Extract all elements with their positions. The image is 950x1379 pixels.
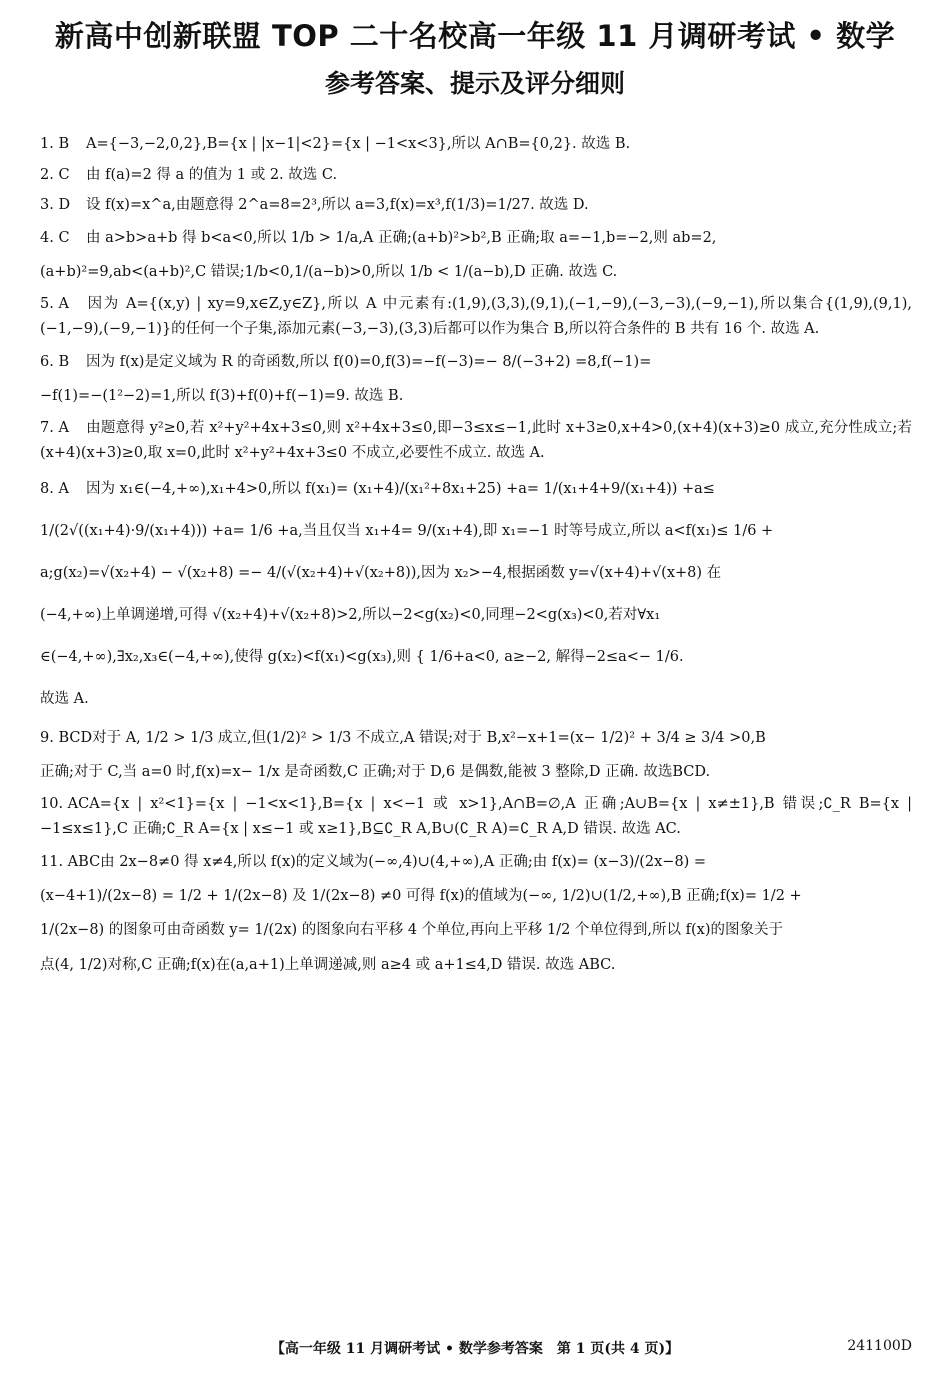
answer-item	[40, 224, 912, 287]
answer-text: −f(1)=−(1²−2)=1,所以 f(3)+f(0)+f(−1)=9. 故选 B.	[40, 388, 404, 404]
answer-text: 正确;对于 C,当 a=0 时,f(x)=x− 1/x 是奇函数,C 正确;对于 D,6 是偶数,能被 3 整除,D 正确. 故选BCD.	[40, 764, 711, 781]
answer-text: (−4,+∞)上单调递增,可得 √(x₂+4)+√(x₂+8)>2,所以−2<g(x₂)<0,同理−2<g(x₃)<0,若对∀x₁	[40, 606, 661, 623]
answer-number: 10. AC	[40, 796, 90, 813]
answer-line	[40, 724, 912, 752]
answer-number: 4. C	[40, 229, 70, 246]
page-title: 新高中创新联盟 TOP 二十名校高一年级 11 月调研考试 • 数学	[54, 19, 896, 53]
answer-text: 对于 A, 1/2 > 1/3 成立,但(1/2)² > 1/3 不成立,A 错误;对于 B,x²−x+1=(x− 1/2)² + 3/4 ≥ 3/4 >0,B	[92, 729, 766, 746]
answer-line	[40, 224, 912, 252]
answer-text: 由 f(a)=2 得 a 的值为 1 或 2. 故选 C.	[86, 166, 338, 183]
answer-item	[40, 163, 912, 188]
answer-text: 因为 x₁∈(−4,+∞),x₁+4>0,所以 f(x₁)= (x₁+4)/(x₁²+8x₁+25) +a= 1/(x₁+4+9/(x₁+4)) +a≤	[86, 480, 715, 497]
footer-divider	[40, 1328, 912, 1329]
answer-line	[40, 951, 912, 979]
answer-number: 1. B	[40, 136, 70, 152]
answer-line	[40, 292, 912, 341]
answer-text: (x−4+1)/(2x−8) = 1/2 + 1/(2x−8) 及 1/(2x−8) ≠0 可得 f(x)的值域为(−∞, 1/2)∪(1/2,+∞),B 正确;f(x)= 1/2 +	[40, 888, 802, 904]
answer-line	[40, 416, 912, 465]
answer-text: 1/(2x−8) 的图象可由奇函数 y= 1/(2x) 的图象向右平移 4 个单位,再向上平移 1/2 个单位得到,所以 f(x)的图象关于	[40, 922, 783, 939]
answer-text: 由 2x−8≠0 得 x≠4,所以 f(x)的定义域为(−∞,4)∪(4,+∞),A 正确;由 f(x)= (x−3)/(2x−8) =	[100, 853, 707, 870]
answer-line	[40, 193, 912, 218]
answer-text: a;g(x₂)=√(x₂+4) − √(x₂+8) =− 4/(√(x₂+4)+√(x₂+8)),因为 x₂>−4,根据函数 y=√(x+4)+√(x+8) 在	[40, 564, 722, 581]
answer-item	[40, 792, 912, 841]
answer-item	[40, 724, 912, 787]
answer-number: 9. BCD	[40, 729, 93, 746]
answer-list	[40, 132, 912, 985]
answer-number: 3. D	[40, 197, 71, 214]
answer-line	[40, 598, 912, 632]
answer-item	[40, 292, 912, 341]
answer-number: 11. ABC	[40, 853, 101, 870]
answer-text: 故选 A.	[40, 690, 89, 707]
answer-number: 7. A	[40, 420, 69, 437]
page-footer	[0, 1338, 950, 1362]
answer-line	[40, 640, 912, 674]
footer-page-info: 【高一年级 11 月调研考试 • 数学参考答案 第 1 页(共 4 页)】	[270, 1341, 680, 1357]
answer-text: ∈(−4,+∞),∃x₂,x₃∈(−4,+∞),使得 g(x₂)<f(x₁)<g(x₃),则 { 1/6+a<0, a≥−2, 解得−2≤a<− 1/6.	[40, 648, 684, 665]
answer-text: 点(4, 1/2)对称,C 正确;f(x)在(a,a+1)上单调递减,则 a≥4 或 a+1≤4,D 错误. 故选 ABC.	[40, 956, 616, 973]
answer-item	[40, 416, 912, 465]
page-subtitle: 参考答案、提示及评分细则	[324, 69, 625, 98]
answer-item	[40, 132, 912, 157]
answer-text: 1/(2√((x₁+4)·9/(x₁+4))) +a= 1/6 +a,当且仅当 x₁+4= 9/(x₁+4),即 x₁=−1 时等号成立,所以 a<f(x₁)≤ 1/6 +	[40, 522, 774, 539]
answer-line	[40, 163, 912, 188]
answer-line	[40, 882, 912, 910]
answer-item	[40, 472, 912, 716]
answer-line	[40, 514, 912, 548]
answer-line	[40, 132, 912, 157]
answer-text: (a+b)²=9,ab<(a+b)²,C 错误;1/b<0,1/(a−b)>0,所以 1/b < 1/(a−b),D 正确. 故选 C.	[40, 264, 618, 281]
answer-text: 因为 f(x)是定义域为 R 的奇函数,所以 f(0)=0,f(3)=−f(−3)=− 8/(−3+2) =8,f(−1)=	[86, 353, 652, 370]
answer-line	[40, 382, 912, 410]
answer-line	[40, 348, 912, 376]
answer-item	[40, 848, 912, 979]
answer-line	[40, 758, 912, 786]
answer-line	[40, 792, 912, 841]
answer-text: A={x | x²<1}={x | −1<x<1},B={x | x<−1 或 x>1},A∩B=∅,A 正确;A∪B={x | x≠±1},B 错误;∁_R B={x | −1≤x≤1},C 正确;∁_R A={x | x≤−1 或 x≥1},B⊆∁_R A,B∪(∁_R A)=∁_R A,D 错误. 故选 AC.	[40, 796, 912, 838]
answer-text: 由 a>b>a+b 得 b<a<0,所以 1/b > 1/a,A 正确;(a+b)²>b²,B 正确;取 a=−1,b=−2,则 ab=2,	[86, 229, 717, 246]
answer-number: 2. C	[40, 166, 70, 183]
footer-code: 241100D	[847, 1338, 912, 1354]
answer-line	[40, 682, 912, 716]
answer-text: 由题意得 y²≥0,若 x²+y²+4x+3≤0,则 x²+4x+3≤0,即−3≤x≤−1,此时 x+3≥0,x+4>0,(x+4)(x+3)≥0 成立,充分性成立;若(x+4)(x+3)≥0,取 x=0,此时 x²+y²+4x+3≤0 不成立,必要性不成立. 故选 A.	[40, 420, 912, 461]
answer-number: 8. A	[40, 480, 69, 497]
answer-line	[40, 848, 912, 876]
answer-item	[40, 348, 912, 411]
answer-number: 5. A	[40, 296, 69, 313]
answer-line	[40, 258, 912, 286]
answer-line	[40, 556, 912, 590]
answer-line	[40, 916, 912, 944]
answer-line	[40, 472, 912, 506]
answer-item	[40, 193, 912, 218]
answer-text: 设 f(x)=x^a,由题意得 2^a=8=2³,所以 a=3,f(x)=x³,f(1/3)=1/27. 故选 D.	[86, 197, 589, 214]
answer-number: 6. B	[40, 353, 70, 370]
answer-text: 因为 A={(x,y) | xy=9,x∈Z,y∈Z},所以 A 中元素有:(1,9),(3,3),(9,1),(−1,−9),(−3,−3),(−9,−1),所以集合{(1,9),(9,1),(−1,−9),(−9,−1)}的任何一个子集,添加元素(−3,−3),(3,3)后都可以作为集合 B,所以符合条件的 B 共有 16 个. 故选 A.	[40, 296, 912, 338]
answer-text: A={−3,−2,0,2},B={x | |x−1|<2}={x | −1<x<3},所以 A∩B={0,2}. 故选 B.	[86, 136, 631, 152]
